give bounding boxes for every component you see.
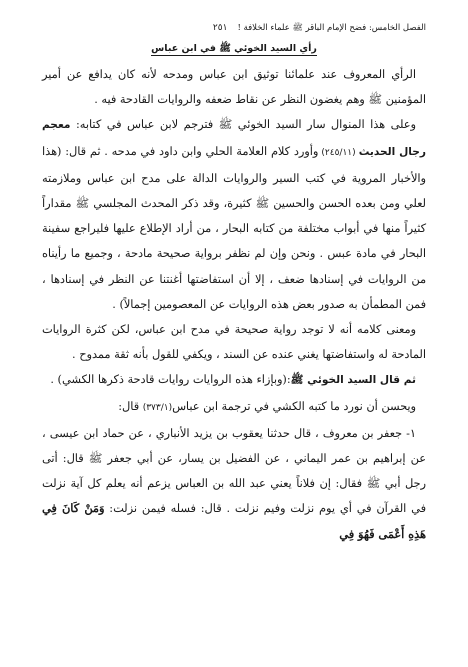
quran-verse: وَمَنْ كَانَ فِي هَذِهِ أَعْمَى فَهُوَ فِي — [42, 501, 426, 541]
paragraph-5-end: قال: — [118, 399, 143, 413]
kashshi-ref: (٣٧٣/١) — [142, 402, 173, 413]
paragraph-2 — [42, 112, 426, 317]
paragraph-3: ومعنى كلامه أنه لا توجد رواية صحيحة في مدح ابن عباس، لكن كثرة الروايات المادحة له واستفاضتها يغني عنده عن السند ، ويكفي للقول بأنه ثقة ممدوح . — [42, 323, 426, 362]
section-heading — [42, 42, 426, 56]
paragraph-6 — [42, 421, 426, 547]
chapter-title: الفصل الخامس: فضح الإمام الباقر ﷺ علماء الخلافة ! — [237, 23, 426, 33]
book-title: معجم رجال الحديث — [42, 119, 427, 158]
paragraph-4 — [42, 367, 426, 393]
speaker-label: ثم قال السيد الخوئي ﷺ — [290, 374, 416, 387]
body-text — [42, 62, 426, 547]
page-number: ٢٥١ — [212, 23, 228, 33]
paragraph-4-text: :(وبإزاء هذه الروايات روايات قادحة ذكرها الكشي) . — [50, 373, 291, 387]
paragraph-5-intro: ويحسن أن نورد ما كتبه الكشي في ترجمة ابن عباس — [172, 399, 416, 413]
running-header — [42, 22, 426, 36]
paragraph-5 — [42, 394, 426, 421]
section-heading-text: رأي السيد الخوئي ﷺ في ابن عباس — [151, 43, 317, 54]
paragraph-2-quote: وأورد كلام العلامة الحلي وابن داود في مدحه . ثم قال: (هذا والأخبار المروية في كتب السير والروايات الدالة على مدح ابن عباس وملازمته لعلي ومن بعده الحسن والحسين ﷺ كثيرة، وقد ذكر المحدث المجلسي ﷺ مقداراً كثيراً منها في أبواب مختلفة من كتابه البحار ، من أراد الإطلاع عليها فليراجع سفينة البحار في مادة عبس . ونحن وإن لم نظفر برواية صحيحة مادحة ، وجميع ما رأيناه من الروايات في إسنادها ضعف ، إلا أن استفاضتها أغنتنا عن النظر في إسنادها ، فمن المطمأن به صدور بعض هذه الروايات عن المعصومين إجمالاً) . — [42, 144, 426, 311]
volume-page-ref: (٢٤٥/١١) — [318, 147, 359, 158]
narration-text: ١- جعفر بن معروف ، قال حدثنا يعقوب بن يزيد الأنباري ، عن حماد ابن عيسى ، عن إبراهيم بن عمر اليماني ، عن الفضيل بن يسار، عن أبي جعفر ﷺ قال: أتى رجل أبي ﷺ فقال: إن فلاناً يعني عبد الله بن العباس يزعم أنه يعلم كل آية نزلت في القرآن في أي يوم نزلت وفيم نزلت . قال: فسله فيمن نزلت: — [42, 426, 426, 516]
paragraph-2-intro: وعلى هذا المنوال سار السيد الخوئي ﷺ فترجم لابن عباس في كتابه: — [70, 118, 416, 132]
paragraph-1: الرأي المعروف عند علمائنا توثيق ابن عباس ومدحه لأنه كان يدافع عن أمير المؤمنين ﷺ وهم يغضون النظر عن نقاط ضعفه والروايات القادحة فيه . — [42, 68, 426, 107]
